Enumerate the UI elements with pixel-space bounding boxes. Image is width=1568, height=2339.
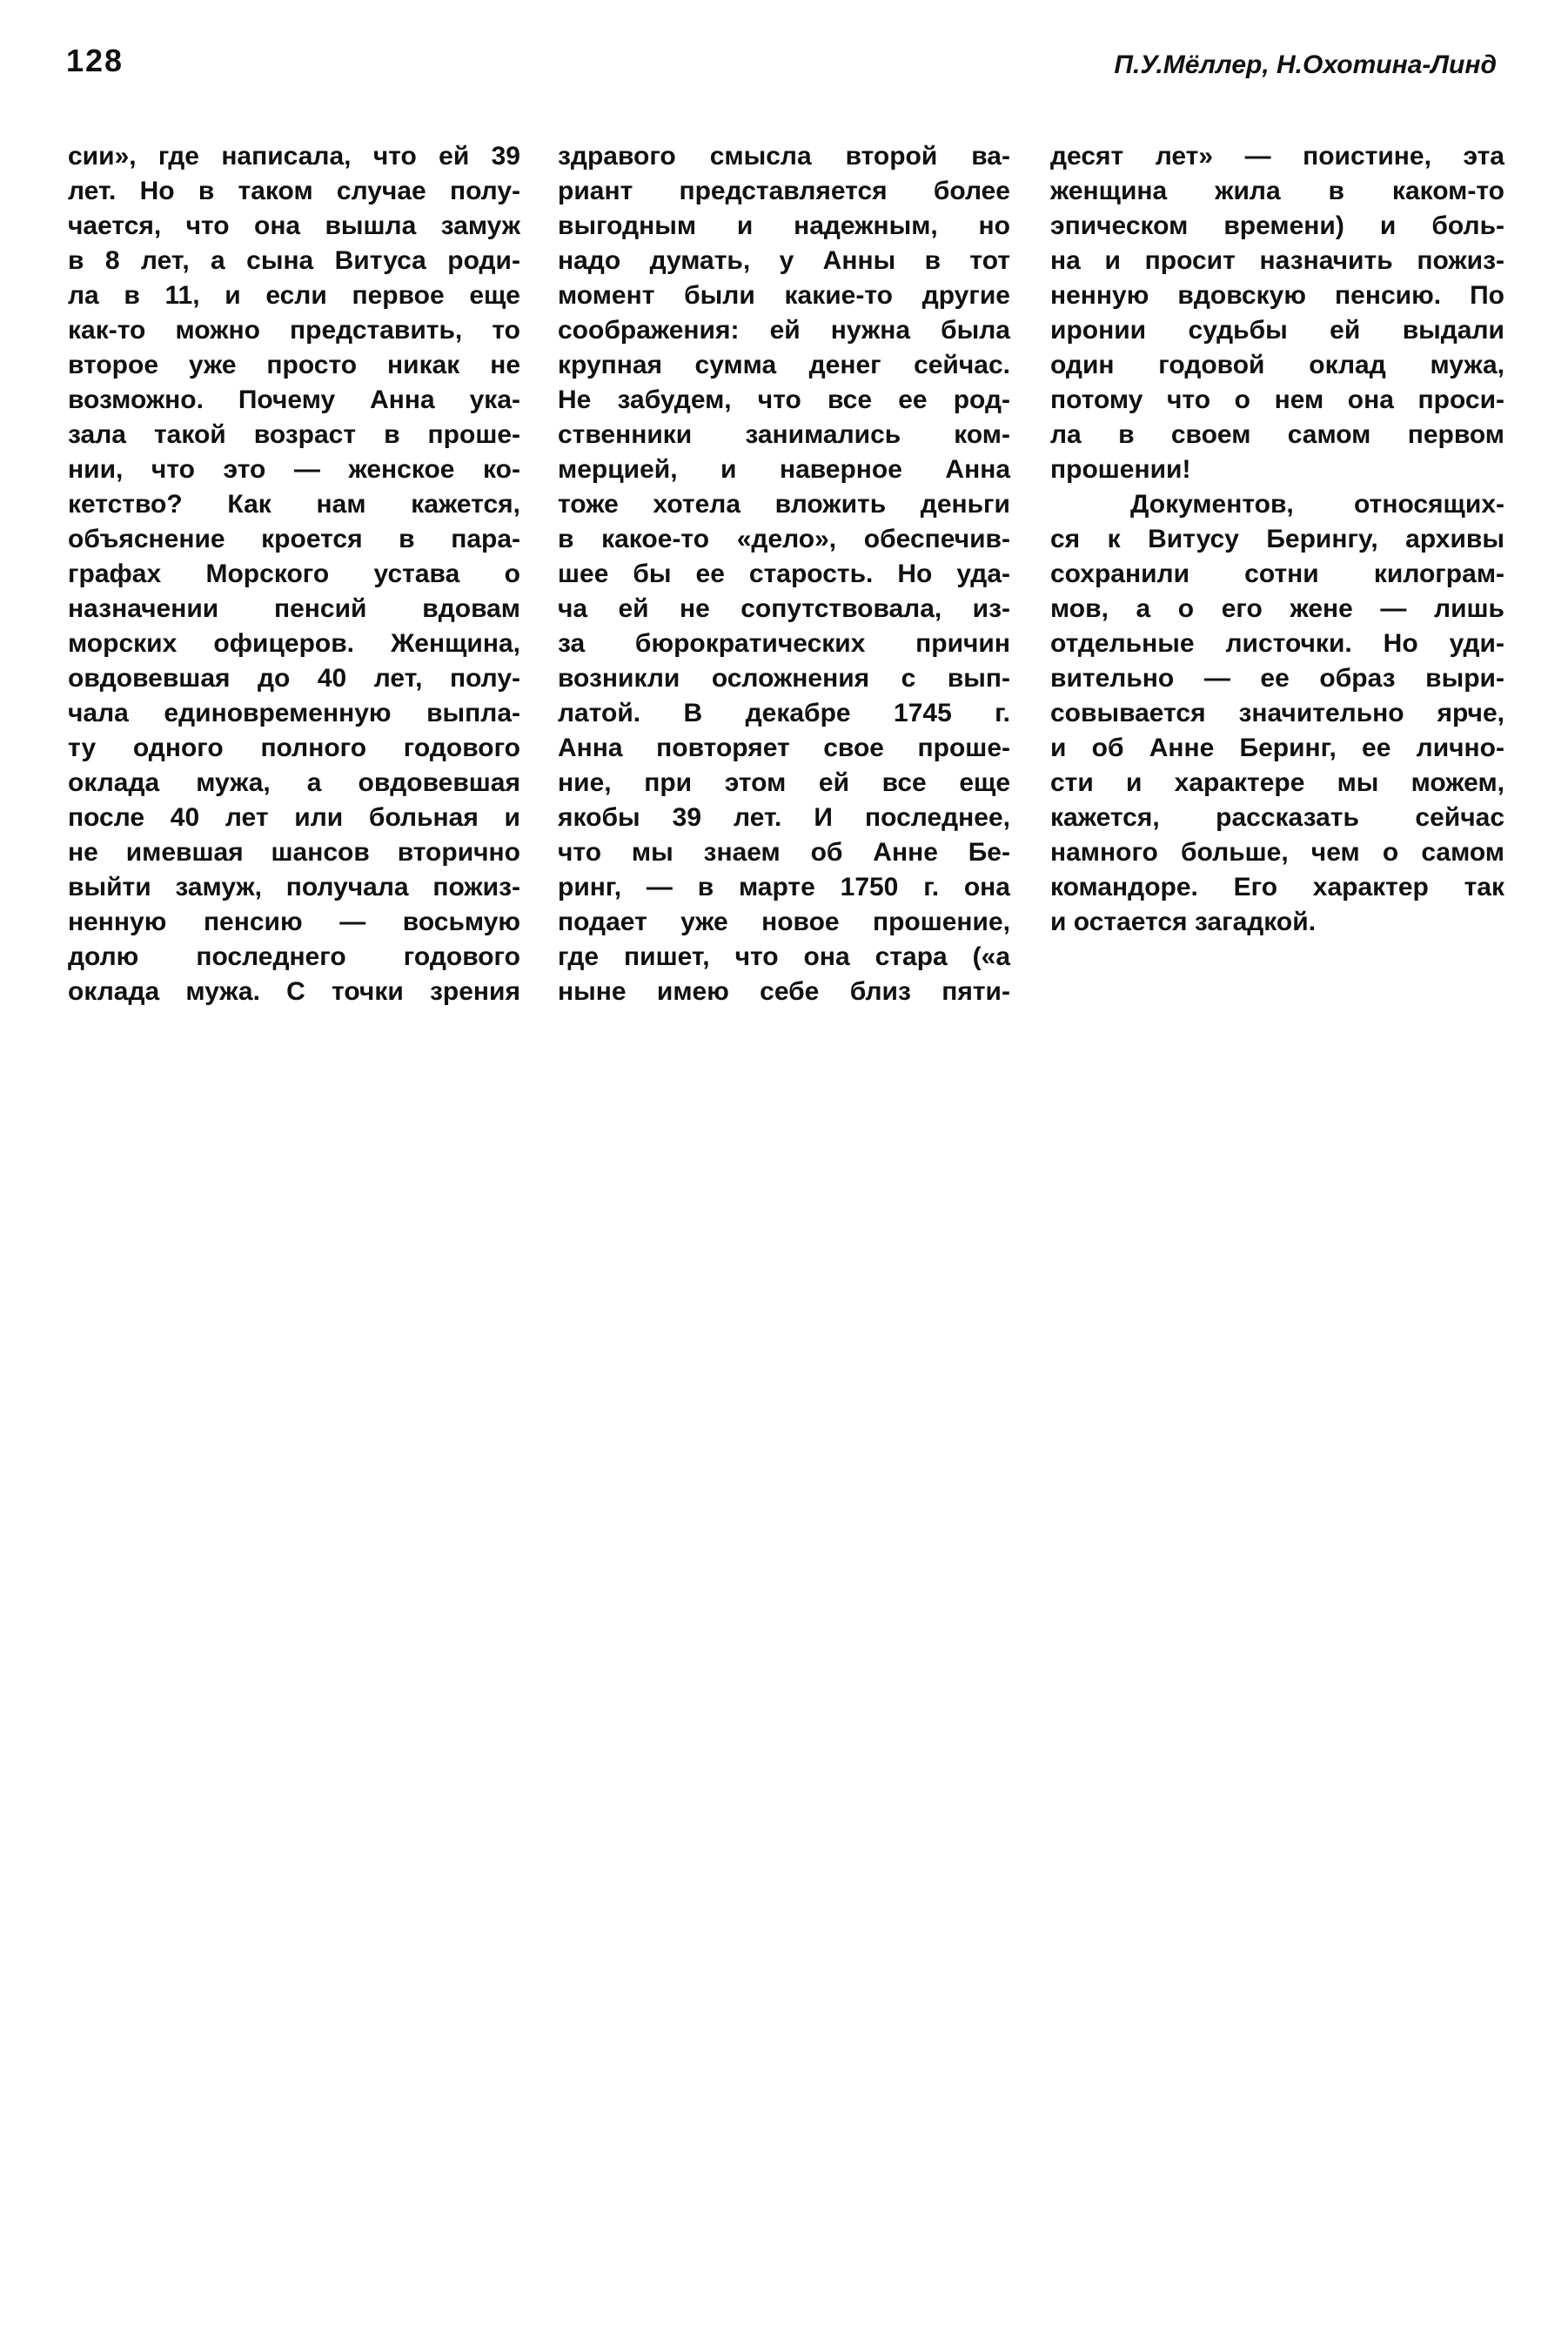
text-line: десят лет» — поистине, эта — [1050, 142, 1504, 171]
text-line: чается, что она вышла замуж — [68, 211, 520, 240]
text-line: объяснение кроется в пара- — [68, 525, 520, 553]
text-line: прошении! — [1050, 455, 1191, 484]
text-line: чала единовременную выпла- — [68, 699, 520, 727]
text-column-1 — [68, 139, 520, 1009]
text-line: в какое-то «дело», обеспечив- — [558, 525, 1010, 553]
text-line: оклада мужа, а овдовевшая — [68, 768, 520, 797]
text-line: овдовевшая до 40 лет, полу- — [68, 664, 520, 693]
text-line: и остается загадкой. — [1050, 908, 1317, 936]
text-line: сии», где написала, что ей 39 — [68, 142, 520, 171]
text-line: возможно. Почему Анна ука- — [68, 385, 520, 414]
text-line: тоже хотела вложить деньги — [558, 490, 1010, 519]
text-line: крупная сумма денег сейчас. — [558, 351, 1010, 379]
text-line: лет. Но в таком случае полу- — [68, 177, 520, 205]
text-line: за бюрократических причин — [558, 629, 1010, 658]
text-line: нии, что это — женское ко- — [68, 455, 520, 484]
text-line: потому что о нем она проси- — [1050, 385, 1504, 414]
text-line: ственники занимались ком- — [558, 420, 1010, 449]
text-line: ние, при этом ей все еще — [558, 768, 1010, 797]
text-line: надо думать, у Анны в тот — [558, 246, 1010, 275]
text-line: вительно — ее образ выри- — [1050, 664, 1504, 693]
text-line: возникли осложнения с вып- — [558, 664, 1010, 693]
text-line: шее бы ее старость. Но уда- — [558, 560, 1010, 588]
text-line: женщина жила в каком-то — [1050, 177, 1504, 205]
text-column-3 — [1050, 139, 1504, 940]
text-line: отдельные листочки. Но уди- — [1050, 629, 1504, 658]
text-line: латой. В декабре 1745 г. — [558, 699, 1010, 727]
text-line: где пишет, что она стара («а — [558, 942, 1010, 971]
text-line: после 40 лет или больная и — [68, 803, 520, 832]
text-line: ринг, — в марте 1750 г. она — [558, 873, 1010, 901]
text-line: ненную пенсию — восьмую — [68, 908, 520, 936]
text-line: ненную вдовскую пенсию. По — [1050, 281, 1504, 310]
text-line: ныне имею себе близ пяти- — [558, 977, 1010, 1006]
text-line: что мы знаем об Анне Бе- — [558, 838, 1010, 867]
text-line: ла в своем самом первом — [1050, 420, 1504, 449]
text-line: ту одного полного годового — [68, 734, 520, 762]
text-line: назначении пенсий вдовам — [68, 594, 520, 623]
text-line: выйти замуж, получала пожиз- — [68, 873, 520, 901]
text-line: в 8 лет, а сына Витуса роди- — [68, 246, 520, 275]
text-line: морских офицеров. Женщина, — [68, 629, 520, 658]
text-line: один годовой оклад мужа, — [1050, 351, 1504, 379]
text-line: намного больше, чем о самом — [1050, 838, 1504, 867]
text-line: командоре. Его характер так — [1050, 873, 1504, 901]
text-line: выгодным и надежным, но — [558, 211, 1010, 240]
text-line: Документов, относящих- — [1130, 490, 1504, 519]
page-number: 128 — [66, 43, 124, 78]
text-line: и об Анне Беринг, ее лично- — [1050, 734, 1504, 762]
text-line: зала такой возраст в проше- — [68, 420, 520, 449]
running-header-authors: П.У.Мёллер, Н.Охотина-Линд — [1114, 50, 1497, 79]
text-line: сти и характере мы можем, — [1050, 768, 1504, 797]
text-line: эпическом времени) и боль- — [1050, 211, 1504, 240]
text-line: подает уже новое прошение, — [558, 908, 1010, 936]
text-line: оклада мужа. С точки зрения — [68, 977, 520, 1006]
text-line: не имевшая шансов вторично — [68, 838, 520, 867]
text-line: на и просит назначить пожиз- — [1050, 246, 1504, 275]
text-line: ла в 11, и если первое еще — [68, 281, 520, 310]
text-line: ча ей не сопутствовала, из- — [558, 594, 1010, 623]
text-line: совывается значительно ярче, — [1050, 699, 1504, 727]
text-column-2 — [558, 139, 1010, 1009]
text-line: иронии судьбы ей выдали — [1050, 316, 1504, 345]
text-line: момент были какие-то другие — [558, 281, 1010, 310]
text-line: мов, а о его жене — лишь — [1050, 594, 1504, 623]
text-line: долю последнего годового — [68, 942, 520, 971]
text-line: как-то можно представить, то — [68, 316, 520, 345]
text-line: здравого смысла второй ва- — [558, 142, 1010, 171]
text-line: якобы 39 лет. И последнее, — [558, 803, 1010, 832]
text-line: второе уже просто никак не — [68, 351, 520, 379]
text-line: риант представляется более — [558, 177, 1010, 205]
text-line: соображения: ей нужна была — [558, 316, 1010, 345]
text-line: Анна повторяет свое проше- — [558, 734, 1010, 762]
text-line: кетство? Как нам кажется, — [68, 490, 520, 519]
text-line: Не забудем, что все ее род- — [558, 385, 1010, 414]
text-line: мерцией, и наверное Анна — [558, 455, 1010, 484]
text-line: ся к Витусу Берингу, архивы — [1050, 525, 1504, 553]
text-line: кажется, рассказать сейчас — [1050, 803, 1504, 832]
text-line: сохранили сотни килограм- — [1050, 560, 1504, 588]
text-line: графах Морского устава о — [68, 560, 520, 588]
